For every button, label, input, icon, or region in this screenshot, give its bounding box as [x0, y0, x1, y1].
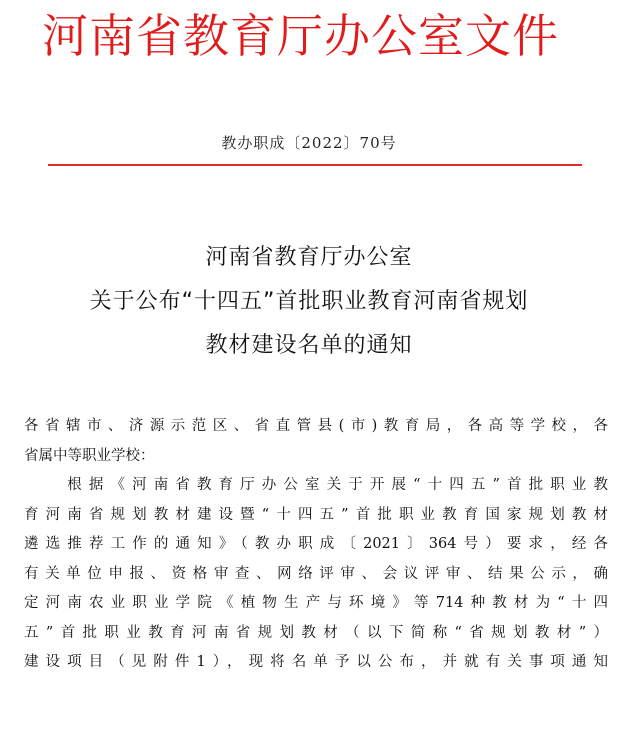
body-line-9: 建设项目（见附件1），现将名单予以公布，并就有关事项通知	[24, 654, 608, 670]
body-line-2: 省属中等职业学校：	[24, 447, 155, 464]
notice-title	[0, 236, 618, 368]
body-line-8: 五”首批职业教育河南省规划教材（以下简称“省规划教材”）	[24, 624, 608, 641]
body-line-1: 各省辖市、济源示范区、省直管县(市)教育局，各高等学校，各	[24, 418, 608, 434]
body-line-4: 育河南省规划教材建设暨“十四五”首批职业教育国家规划教材	[24, 506, 608, 523]
notice-body	[24, 412, 608, 678]
title-line-2: 关于公布“十四五”首批职业教育河南省规划	[89, 289, 529, 314]
issuer-header: 河南省教育厅办公室文件	[42, 9, 559, 63]
title-line-1: 河南省教育厅办公室	[205, 245, 413, 270]
body-line-7: 定河南农业职业学院《植物生产与环境》等714种教材为“十四	[24, 595, 608, 611]
title-line-3: 教材建设名单的通知	[205, 333, 413, 358]
red-divider-line	[48, 164, 582, 166]
body-line-5: 遴选推荐工作的通知》（教办职成〔2021〕364号）要求，经各	[24, 536, 608, 552]
body-line-3: 根据《河南省教育厅办公室关于开展“十四五”首批职业教	[24, 477, 608, 493]
body-line-6: 有关单位申报、资格审查、网络评审、会议评审、结果公示，确	[24, 565, 608, 582]
document-number: 教办职成〔2022〕70号	[221, 134, 397, 152]
